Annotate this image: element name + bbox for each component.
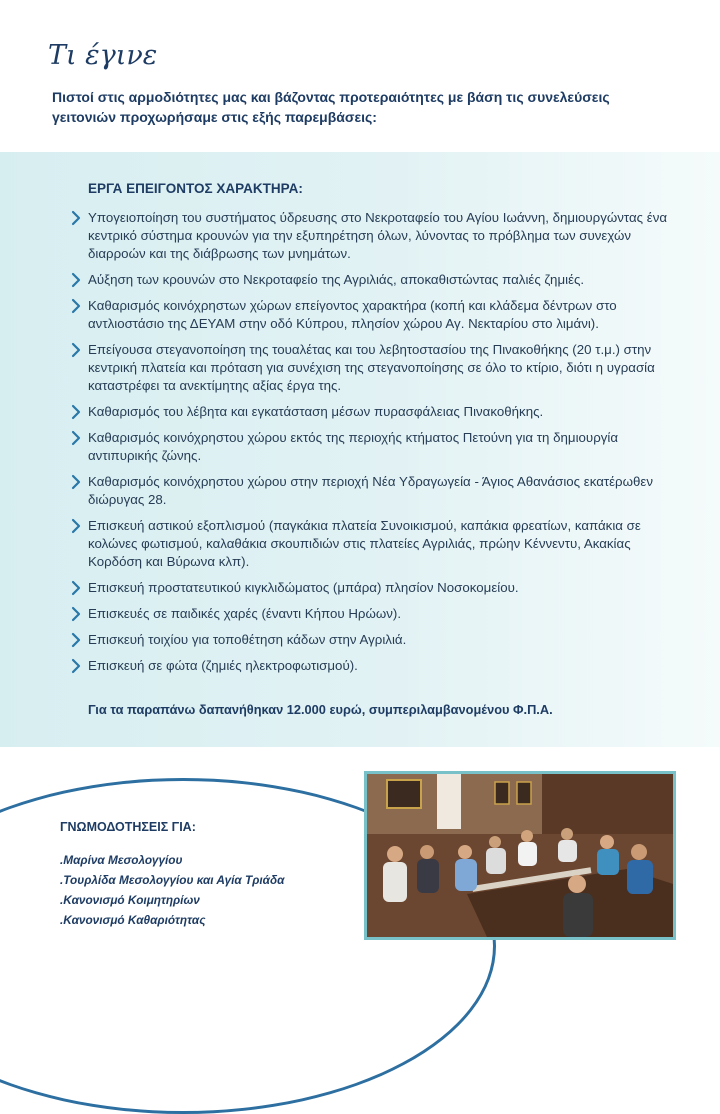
list-item bbox=[70, 403, 670, 421]
works-heading: ΕΡΓΑ ΕΠΕΙΓΟΝΤΟΣ ΧΑΡΑΚΤΗΡΑ: bbox=[88, 181, 303, 196]
work-item-text: Επισκευή προστατευτικού κιγκλιδώματος (μπάρα) πλησίον Νοσοκομείου. bbox=[88, 580, 519, 595]
work-item-text: Επισκευή σε φώτα (ζημιές ηλεκτροφωτισμού). bbox=[88, 658, 358, 673]
list-item bbox=[70, 473, 670, 509]
advice-item: .Κανονισμό Κοιμητηρίων bbox=[60, 893, 200, 907]
chevron-right-icon bbox=[70, 210, 84, 226]
intro-paragraph: Πιστοί στις αρμοδιότητες μας και βάζοντας προτεραιότητες με βάση τις συνελεύσεις γειτονιών προχωρήσαμε στις εξής παρεμβάσεις: bbox=[52, 89, 610, 125]
list-item bbox=[70, 631, 670, 649]
meeting-photo bbox=[367, 774, 673, 937]
list-item bbox=[70, 341, 670, 395]
advice-item: .Κανονισμό Καθαριότητας bbox=[60, 913, 206, 927]
list-item bbox=[70, 517, 670, 571]
chevron-right-icon bbox=[70, 342, 84, 358]
cost-summary: Για τα παραπάνω δαπανήθηκαν 12.000 ευρώ, συμπεριλαμβανομένου Φ.Π.Α. bbox=[88, 702, 553, 717]
list-item bbox=[70, 429, 670, 465]
chevron-right-icon bbox=[70, 430, 84, 446]
chevron-right-icon bbox=[70, 580, 84, 596]
chevron-right-icon bbox=[70, 298, 84, 314]
work-item-text: Επισκευές σε παιδικές χαρές (έναντι Κήπου Ηρώων). bbox=[88, 606, 402, 621]
work-item-text: Επισκευή τοιχίου για τοποθέτηση κάδων στην Αγριλιά. bbox=[88, 632, 407, 647]
work-item-text: Καθαρισμός κοινόχρηστου χώρου εκτός της περιοχής κτήματος Πετούνη για τη δημιουργία αντιπυρικής ζώνης. bbox=[88, 430, 619, 463]
work-item-text: Επισκευή αστικού εξοπλισμού (παγκάκια πλατεία Συνοικισμού, καπάκια φρεατίων, καπάκια σε κολώνες φωτισμού, καλαθάκια σκουπιδιών στις πλατείες Αγριλιάς, πρώην Κέννεντυ, Ακακίας Κορδόση και Βύρωνα κλπ). bbox=[88, 518, 641, 569]
advice-heading: ΓΝΩΜΟΔΟΤΗΣΕΙΣ ΓΙΑ: bbox=[60, 820, 196, 834]
list-item bbox=[70, 605, 670, 623]
chevron-right-icon bbox=[70, 606, 84, 622]
chevron-right-icon bbox=[70, 658, 84, 674]
chevron-right-icon bbox=[70, 518, 84, 534]
work-item-text: Καθαρισμός κοινόχρηστων χώρων επείγοντος χαρακτήρα (κοπή και κλάδεμα δέντρων στο αντλιοστάσιο της ΔΕΥΑΜ στην οδό Κύπρου, πλησίον χώρου Αγ. Νεκταρίου στο λιμάνι). bbox=[88, 298, 617, 331]
work-item-text: Αύξηση των κρουνών στο Νεκροταφείο της Αγριλιάς, αποκαθιστώντας παλιές ζημιές. bbox=[88, 272, 585, 287]
advice-item: .Τουρλίδα Μεσολογγίου και Αγία Τριάδα bbox=[60, 873, 285, 887]
meeting-photo-frame bbox=[364, 771, 676, 940]
advice-section bbox=[60, 820, 300, 932]
work-item-text: Επείγουσα στεγανοποίηση της τουαλέτας και του λεβητοστασίου της Πινακοθήκης (20 τ.μ.) στην κεντρική πλατεία και πρόταση για συνέχιση της στεγανοποίησης σε όλο το κτίριο, διότι η υγρασία καταστρέφει τα ανεκτίμητης αξίας έργα της. bbox=[88, 342, 655, 393]
chevron-right-icon bbox=[70, 474, 84, 490]
page-title: Τι έγινε bbox=[48, 40, 158, 71]
advice-item: .Μαρίνα Μεσολογγίου bbox=[60, 853, 183, 867]
work-item-text: Υπογειοποίηση του συστήματος ύδρευσης στο Νεκροταφείο του Αγίου Ιωάννη, δημιουργώντας ένα κεντρικό σύστημα κρουνών για την εξυπηρέτηση όλων, λύνοντας το πρόβλημα των συνεχών διαρροών και της διάβρωσης των μνημάτων. bbox=[88, 210, 668, 261]
works-list bbox=[70, 209, 670, 683]
list-item bbox=[70, 297, 670, 333]
chevron-right-icon bbox=[70, 632, 84, 648]
chevron-right-icon bbox=[70, 404, 84, 420]
list-item bbox=[70, 209, 670, 263]
list-item bbox=[70, 657, 670, 675]
list-item bbox=[70, 579, 670, 597]
work-item-text: Καθαρισμός κοινόχρηστου χώρου στην περιοχή Νέα Υδραγωγεία - Άγιος Αθανάσιος εκατέρωθεν διώρυγας 28. bbox=[88, 474, 653, 507]
chevron-right-icon bbox=[70, 272, 84, 288]
work-item-text: Καθαρισμός του λέβητα και εγκατάσταση μέσων πυρασφάλειας Πινακοθήκης. bbox=[88, 404, 544, 419]
list-item bbox=[70, 271, 670, 289]
